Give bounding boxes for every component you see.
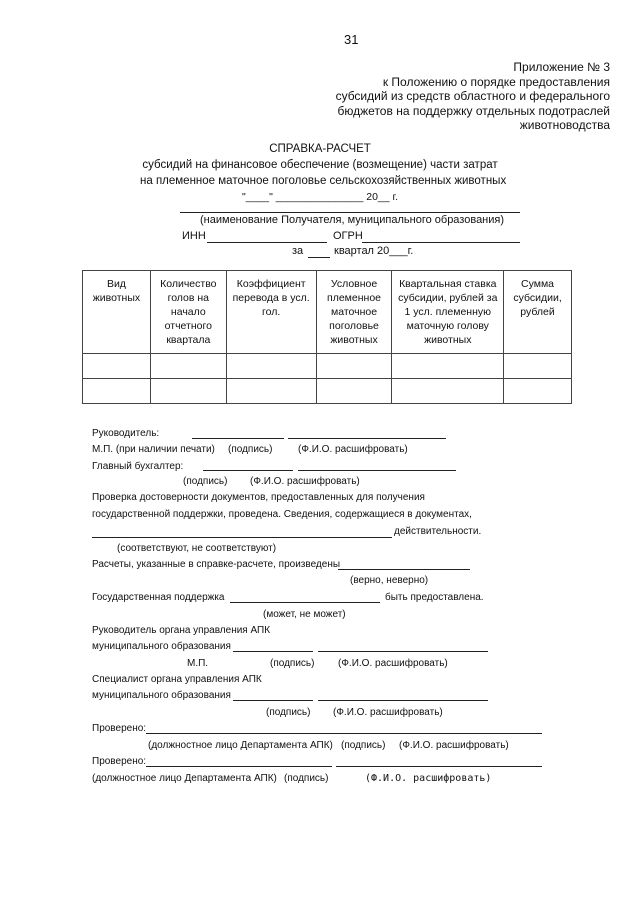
table-cell[interactable] xyxy=(316,354,392,379)
table-cell[interactable] xyxy=(83,354,151,379)
fio-caption: (Ф.И.О. расшифровать) xyxy=(333,707,443,718)
title-block xyxy=(140,141,507,205)
table-header-cell: Коэффициент перевода в усл. гол. xyxy=(226,271,316,354)
table-header-cell: Условное племенное маточное поголовье животных xyxy=(316,271,392,354)
table-cell[interactable] xyxy=(316,379,392,404)
right-wrong-caption: (верно, неверно) xyxy=(350,575,429,586)
fio-caption: (Ф.И.О. расшифровать) xyxy=(399,740,509,751)
table-header-row xyxy=(83,271,572,354)
quarter-suffix: квартал 20___г. xyxy=(334,245,414,257)
mp-print-label: М.П. (при наличии печати) xyxy=(92,444,215,455)
table-cell[interactable] xyxy=(504,354,572,379)
inn-label: ИНН xyxy=(182,230,206,242)
fio-caption: (Ф.И.О. расшифровать) xyxy=(298,444,408,455)
signature-caption: (подпись) xyxy=(266,707,311,718)
apk-head-fio-line xyxy=(318,651,488,652)
table-header-cell: Количество голов на начало отчетного квартала xyxy=(150,271,226,354)
state-support-line xyxy=(230,602,380,603)
table-cell[interactable] xyxy=(150,354,226,379)
recipient-caption: (наименование Получателя, муниципального образования) xyxy=(200,214,505,226)
signature-caption: (подпись) xyxy=(183,476,228,487)
table-row xyxy=(83,354,572,379)
mp-label: М.П. xyxy=(187,658,209,669)
official-caption: (должностное лицо Департамента АПК) xyxy=(148,740,333,751)
checked-line-3 xyxy=(336,766,542,767)
signature-caption: (подпись) xyxy=(228,444,273,455)
table-header-cell: Квартальная ставка субсидии, рублей за 1 усл. племенную маточную голову животных xyxy=(392,271,504,354)
table-cell[interactable] xyxy=(226,379,316,404)
head-fio-line xyxy=(288,438,446,439)
title-line: субсидий на финансовое обеспечение (возмещение) части затрат xyxy=(142,159,498,171)
may-not-caption: (может, не может) xyxy=(263,609,346,620)
fio-caption-mono: (Ф.И.О. расшифровать) xyxy=(365,773,492,784)
calc-line xyxy=(338,569,470,570)
ogrn-field xyxy=(362,242,520,243)
check-line xyxy=(92,537,392,538)
fio-caption: (Ф.И.О. расшифровать) xyxy=(250,476,360,487)
signature-caption: (подпись) xyxy=(270,658,315,669)
validity-text: действительности. xyxy=(394,526,482,537)
document-title: СПРАВКА-РАСЧЕТ xyxy=(269,143,371,155)
checked-line-2 xyxy=(146,766,332,767)
appendix-line: Приложение № 3 xyxy=(513,60,610,74)
checked-label: Проверено: xyxy=(92,723,147,734)
checked-label: Проверено: xyxy=(92,756,147,767)
state-support-text: Государственная поддержка xyxy=(92,592,225,603)
table-cell[interactable] xyxy=(226,354,316,379)
official-caption: (должностное лицо Департамента АПК) xyxy=(92,773,277,784)
appendix-line: к Положению о порядке предоставления xyxy=(382,74,610,89)
table-header-cell: Сумма субсидии, рублей xyxy=(504,271,572,354)
correspond-caption: (соответствуют, не соответствуют) xyxy=(117,543,277,554)
inn-field xyxy=(207,242,327,243)
table-row xyxy=(83,379,572,404)
chief-accountant-label: Главный бухгалтер: xyxy=(92,461,184,472)
apk-spec-sign-line xyxy=(233,700,313,701)
mun-formation-label: муниципального образования xyxy=(92,641,231,652)
apk-spec-fio-line xyxy=(318,700,488,701)
appendix-line: бюджетов на поддержку отдельных подотраслей xyxy=(337,103,610,118)
checked-line-1 xyxy=(146,733,542,734)
check-text-2: государственной поддержки, проведена. Сведения, содержащиеся в документах, xyxy=(92,509,472,520)
appendix-line: субсидий из средств областного и федерального xyxy=(335,89,610,103)
table-cell[interactable] xyxy=(150,379,226,404)
fio-caption: (Ф.И.О. расшифровать) xyxy=(338,658,448,669)
appendix-line: животноводства xyxy=(519,118,610,132)
ogrn-label: ОГРН xyxy=(333,230,363,242)
head-sign-line xyxy=(192,438,284,439)
table-cell[interactable] xyxy=(392,354,504,379)
table-cell[interactable] xyxy=(83,379,151,404)
subsidy-table xyxy=(82,270,572,404)
title-line: на племенное маточное поголовье сельскохозяйственных животных xyxy=(140,175,507,187)
calc-text: Расчеты, указанные в справке-расчете, произведены xyxy=(92,559,341,570)
apk-head-label: Руководитель органа управления АПК xyxy=(92,625,271,636)
page-number: 31 xyxy=(344,32,359,47)
appendix-block xyxy=(336,60,610,133)
table-cell[interactable] xyxy=(504,379,572,404)
recipient-underline xyxy=(180,212,520,213)
apk-spec-label: Специалист органа управления АПК xyxy=(92,674,262,685)
date-line: "____" _______________ 20__ г. xyxy=(242,191,398,203)
apk-head-sign-line xyxy=(233,651,313,652)
quarter-prefix: за xyxy=(292,245,304,257)
can-be-text: быть предоставлена. xyxy=(385,592,484,603)
signature-caption: (подпись) xyxy=(284,773,329,784)
table-cell[interactable] xyxy=(392,379,504,404)
check-text-1: Проверка достоверности документов, предоставленных для получения xyxy=(92,492,425,503)
table-header-cell: Вид животных xyxy=(83,271,151,354)
mun-formation-label: муниципального образования xyxy=(92,690,231,701)
signature-caption: (подпись) xyxy=(341,740,386,751)
quarter-field xyxy=(308,257,330,258)
head-label: Руководитель: xyxy=(92,428,160,439)
accountant-sign-line xyxy=(203,470,293,471)
accountant-fio-line xyxy=(298,470,456,471)
